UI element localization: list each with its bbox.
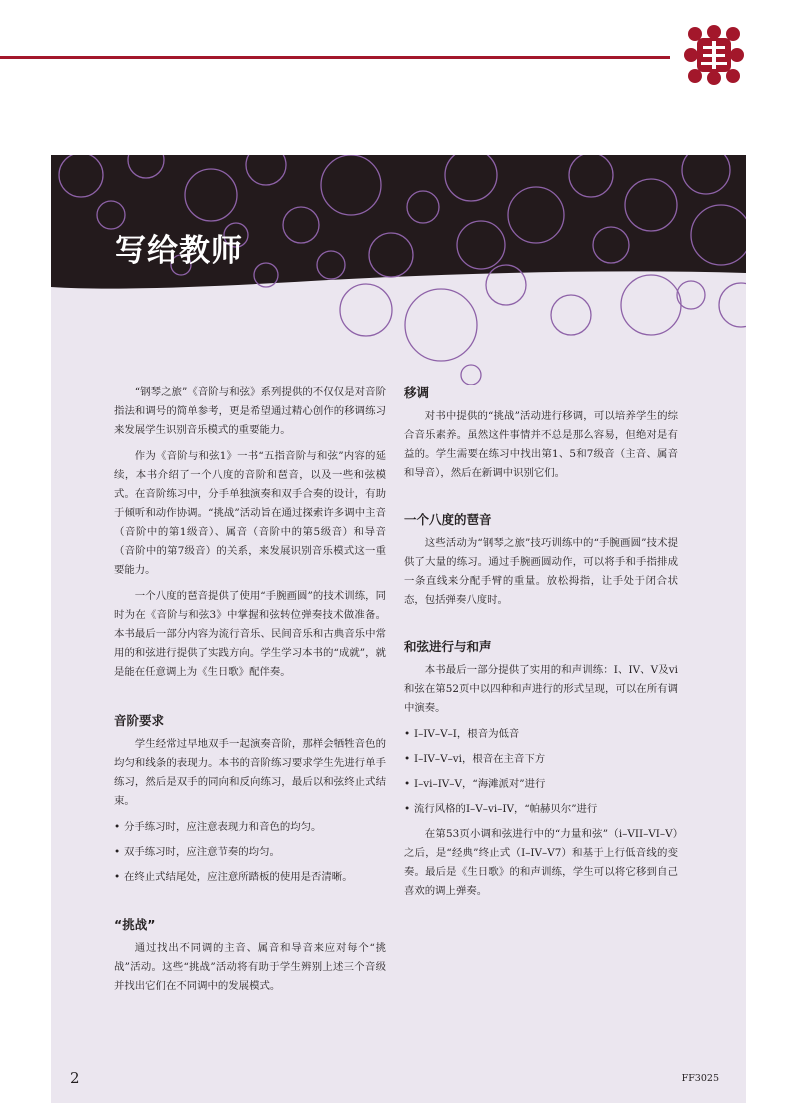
challenge-paragraph: 通过找出不同调的主音、属音和导音来应对每个“挑战”活动。这些“挑战”活动将有助于学生辨别上述三个音级并找出它们在不同调中的发展模式。 [114, 942, 386, 992]
intro-paragraph: “钢琴之旅”《音阶与和弦》系列提供的不仅仅是对音阶指法和调号的简单参考，更是希望通过精心创作的移调练习来发展学生识别音乐模式的重要能力。 [114, 386, 386, 436]
progressions-paragraph: 本书最后一部分提供了实用的和声训练：I、IV、V及vi和弦在第52页中以四种和声进行的形式呈现，可以在所有调中演奏。 [404, 664, 678, 714]
list-item: • 双手练习时，应注意节奏的均匀。 [114, 843, 386, 862]
section-heading-challenge: “挑战” [114, 917, 156, 932]
section-heading-transpose: 移调 [404, 385, 430, 400]
page-title: 写给教师 [115, 233, 243, 269]
scales-paragraph: 学生经常过早地双手一起演奏音阶，那样会牺牲音色的均匀和线条的表现力。本书的音阶练习要求学生先进行单手练习，然后是双手的同向和反向练习，最后以和弦终止式结束。 [114, 738, 386, 807]
arpeggio-paragraph: 这些活动为“钢琴之旅”技巧训练中的“手腕画圆”技术提供了大量的练习。通过手腕画圆动作，可以将手和手指排成一条直线来分配手臂的重量。放松拇指，让手处于闭合状态，包括弹奏八度时。 [404, 537, 678, 606]
list-item: • I–vi–IV–V，“海滩派对”进行 [404, 775, 678, 794]
publisher-logo-icon [683, 24, 745, 86]
transpose-paragraph: 对书中提供的“挑战”活动进行移调，可以培养学生的综合音乐素养。虽然这件事情并不总是那么容易，但绝对是有益的。学生需要在练习中找出第1、5和7级音（主音、属音和导音），然后在新调中识别它们。 [404, 410, 678, 479]
list-item: • 流行风格的I–V–vi–IV，“帕赫贝尔”进行 [404, 800, 678, 819]
left-column [114, 383, 386, 1003]
intro-paragraph: 作为《音阶与和弦1》一书“五指音阶与和弦”内容的延续，本书介绍了一个八度的音阶和琶音，以及一些和弦模式。在音阶练习中，分手单独演奏和双手合奏的设计，有助于倾听和动作协调。“挑战”活动旨在通过探索许多调中主音（音阶中的第1级音）、属音（音阶中的第5级音）和导音（音阶中的第7级音）的关系，来发展识别音乐模式这一重要能力。 [114, 450, 386, 576]
list-item: • I–IV–V–vi，根音在主音下方 [404, 750, 678, 769]
intro-paragraph: 一个八度的琶音提供了使用“手腕画圆”的技术训练，同时为在《音阶与和弦3》中掌握和弦转位弹奏技术做准备。本书最后一部分内容为流行音乐、民间音乐和古典音乐中常用的和弦进行提供了实践方向。学生学习本书的“成就”，就是能在任意调上为《生日歌》配伴奏。 [114, 590, 386, 678]
list-item: • I–IV–V–I，根音为低音 [404, 725, 678, 744]
progressions-paragraph: 在第53页小调和弦进行中的“力量和弦”（i–VII–VI–V）之后，是“经典”终止式（I–IV–V7）和基于上行低音线的变奏。最后是《生日歌》的和声训练，学生可以将它移到自己喜欢的调上弹奏。 [404, 828, 678, 897]
scales-bullet-list [114, 818, 386, 887]
section-heading-progressions: 和弦进行与和声 [404, 639, 492, 654]
progressions-bullet-list [404, 725, 678, 819]
page-number: 2 [70, 1069, 80, 1087]
section-heading-scales: 音阶要求 [114, 713, 165, 728]
list-item: • 分手练习时，应注意表现力和音色的均匀。 [114, 818, 386, 837]
section-heading-arpeggio: 一个八度的琶音 [404, 512, 492, 527]
content-panel [51, 155, 746, 1103]
list-item: • 在终止式结尾处，应注意所踏板的使用是否清晰。 [114, 868, 386, 887]
right-column [404, 383, 678, 908]
product-code: FF3025 [681, 1073, 719, 1084]
decorative-banner [51, 155, 746, 385]
header-rule [0, 56, 670, 59]
